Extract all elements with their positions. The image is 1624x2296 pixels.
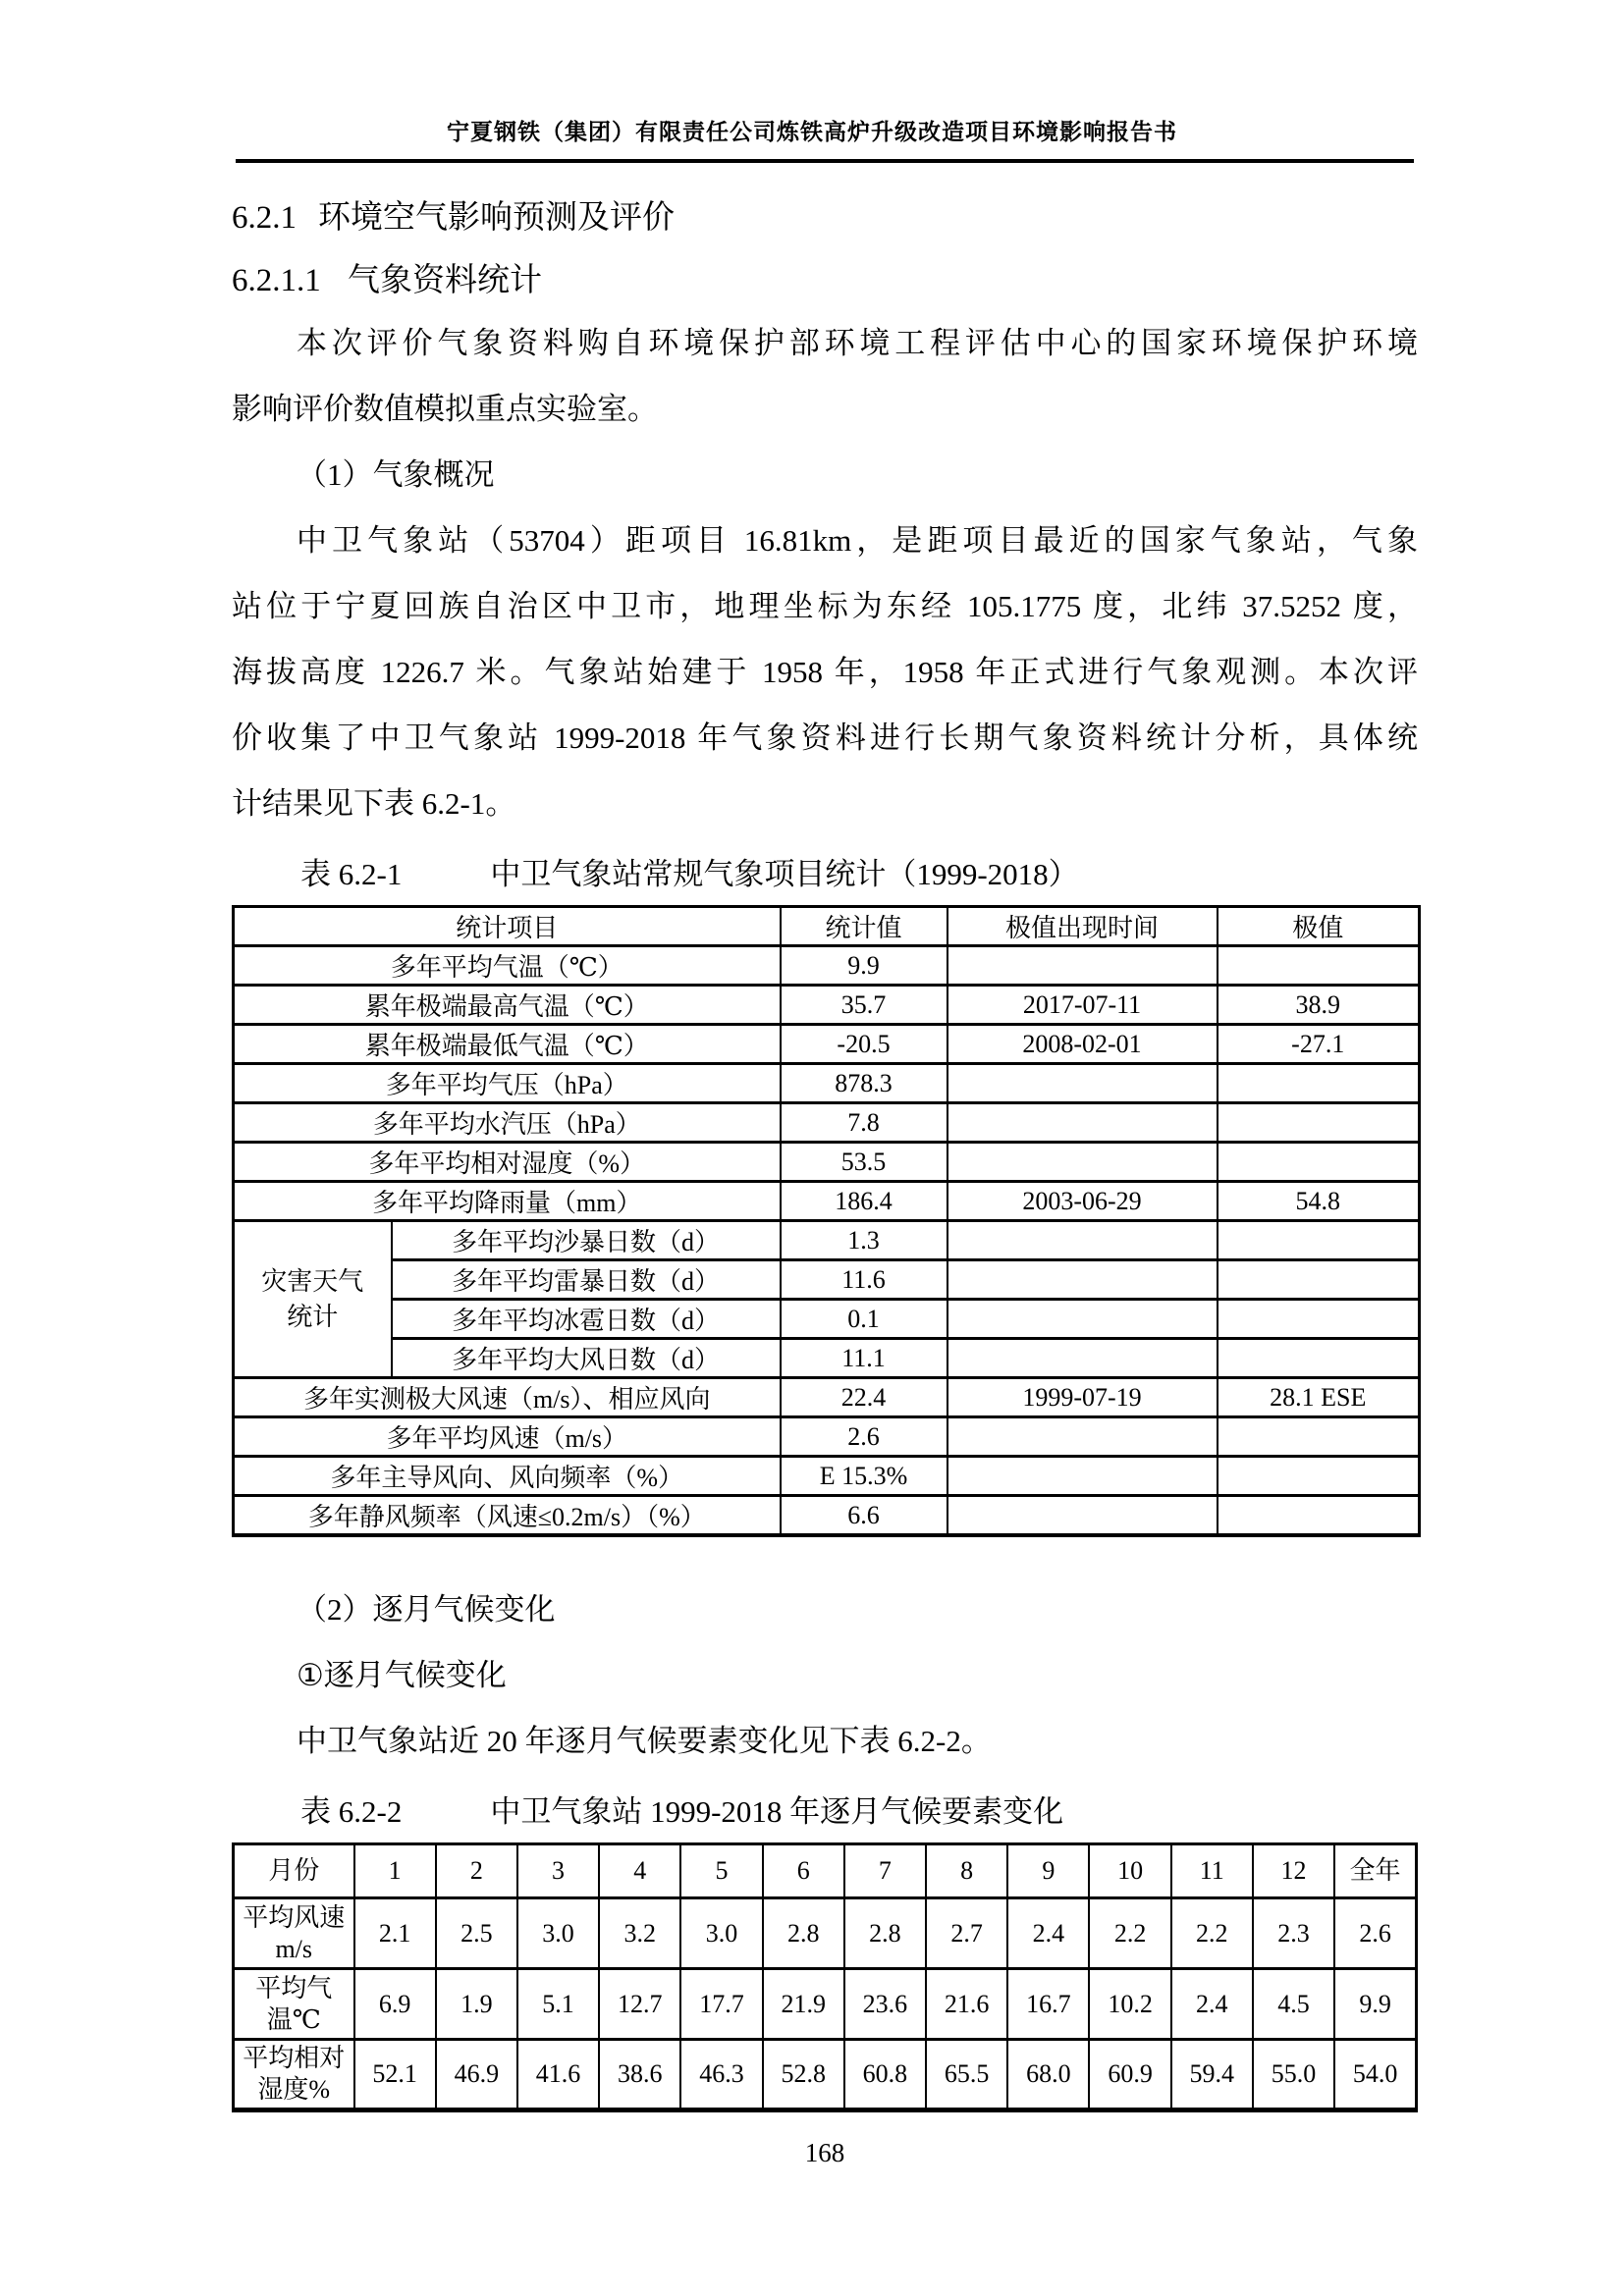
extreme-date-cell	[947, 1103, 1218, 1143]
extreme-value-cell	[1218, 1339, 1420, 1378]
stat-value-cell: 35.7	[781, 986, 947, 1025]
data-cell: 3.0	[680, 1898, 762, 1969]
list-item-1: （1）气象概况	[297, 457, 495, 492]
table2-caption	[232, 1774, 1418, 1842]
stat-item-cell: 多年平均气压（hPa）	[234, 1064, 781, 1103]
table-row	[234, 1260, 1420, 1300]
stat-item-cell: 多年平均降雨量（mm）	[234, 1182, 781, 1221]
list-item-2: （2）逐月气候变化	[297, 1592, 556, 1627]
stat-item-cell: 累年极端最低气温（℃）	[234, 1025, 781, 1064]
month-cell: 1	[354, 1844, 436, 1898]
table-row	[234, 1300, 1420, 1339]
extreme-value-cell	[1218, 946, 1420, 986]
data-cell: 46.3	[680, 2040, 762, 2110]
stat-value-cell: 2.6	[781, 1417, 947, 1457]
row-label-cell: 平均风速m/s	[234, 1898, 354, 1969]
extreme-value-cell	[1218, 1496, 1420, 1536]
extreme-date-cell	[947, 1221, 1218, 1260]
extreme-value-cell	[1218, 1260, 1420, 1300]
data-cell: 10.2	[1089, 1969, 1170, 2040]
stat-item-cell: 多年平均风速（m/s）	[234, 1417, 781, 1457]
stat-value-cell: 878.3	[781, 1064, 947, 1103]
monthly-climate-table	[232, 1842, 1418, 2112]
extreme-date-cell	[947, 1300, 1218, 1339]
data-cell: 2.8	[763, 1898, 844, 1969]
paragraph-line: 价收集了中卫气象站 1999-2018 年气象资料进行长期气象资料统计分析，具体统	[232, 721, 1418, 755]
data-cell: 46.9	[436, 2040, 517, 2110]
paragraph-line: 站位于宁夏回族自治区中卫市，地理坐标为东经 105.1775 度，北纬 37.5252 度，	[232, 589, 1418, 623]
paragraph-line: 中卫气象站近 20 年逐月气候要素变化见下表 6.2-2。	[297, 1724, 992, 1758]
paragraph-line: 海拔高度 1226.7 米。气象站始建于 1958 年，1958 年正式进行气象观测。本次评	[232, 655, 1418, 689]
data-cell: 9.9	[1334, 1969, 1416, 2040]
data-cell: 12.7	[599, 1969, 680, 2040]
stat-value-cell: 1.3	[781, 1221, 947, 1260]
extreme-date-cell: 2008-02-01	[947, 1025, 1218, 1064]
table-row	[234, 1143, 1420, 1182]
stat-item-cell: 多年平均气温（℃）	[234, 946, 781, 986]
table-row	[234, 1064, 1420, 1103]
month-cell: 9	[1007, 1844, 1089, 1898]
month-cell: 10	[1089, 1844, 1170, 1898]
data-cell: 21.6	[926, 1969, 1007, 2040]
stat-value-cell: 0.1	[781, 1300, 947, 1339]
section-number: 6.2.1	[232, 200, 297, 236]
section-heading-6211	[232, 259, 1418, 302]
data-cell: 2.4	[1007, 1898, 1089, 1969]
extreme-value-cell	[1218, 1457, 1420, 1496]
month-cell: 4	[599, 1844, 680, 1898]
stat-value-cell: 9.9	[781, 946, 947, 986]
extreme-value-cell	[1218, 1300, 1420, 1339]
extreme-date-cell	[947, 1260, 1218, 1300]
page-number: 168	[804, 2138, 845, 2167]
table-row-wind-speed	[234, 1898, 1417, 1969]
header-cell-value: 统计值	[781, 907, 947, 946]
table-header-row	[234, 1844, 1417, 1898]
extreme-value-cell	[1218, 1143, 1420, 1182]
table-row	[234, 1378, 1420, 1417]
extreme-date-cell: 2003-06-29	[947, 1182, 1218, 1221]
extreme-value-cell	[1218, 1103, 1420, 1143]
header-cell-date: 极值出现时间	[947, 907, 1218, 946]
data-cell: 55.0	[1253, 2040, 1334, 2110]
paragraph-line: 计结果见下表 6.2-1。	[232, 786, 516, 821]
data-cell: 5.1	[517, 1969, 599, 2040]
table1-caption	[232, 836, 1418, 905]
table-row	[234, 986, 1420, 1025]
data-cell: 6.9	[354, 1969, 436, 2040]
stat-value-cell: E 15.3%	[781, 1457, 947, 1496]
month-cell: 2	[436, 1844, 517, 1898]
stat-item-cell: 多年平均相对湿度（%）	[234, 1143, 781, 1182]
table-row	[234, 1496, 1420, 1536]
data-cell: 2.2	[1089, 1898, 1170, 1969]
group-label-cell	[234, 1221, 392, 1378]
extreme-date-cell	[947, 1064, 1218, 1103]
month-header-cell: 月份	[234, 1844, 354, 1898]
table1-caption-label: 表 6.2-1	[300, 856, 403, 891]
month-cell: 全年	[1334, 1844, 1416, 1898]
header-cell-item: 统计项目	[234, 907, 781, 946]
stat-value-cell: 22.4	[781, 1378, 947, 1417]
month-cell: 3	[517, 1844, 599, 1898]
data-cell: 60.8	[844, 2040, 926, 2110]
paragraph-line: 本次评价气象资料购自环境保护部环境工程评估中心的国家环境保护环境	[297, 326, 1418, 360]
table-row	[234, 1221, 1420, 1260]
table2-caption-title: 中卫气象站 1999-2018 年逐月气候要素变化	[490, 1793, 1064, 1829]
stat-item-cell: 累年极端最高气温（℃）	[234, 986, 781, 1025]
extreme-value-cell	[1218, 1417, 1420, 1457]
row-label-cell: 平均气温℃	[234, 1969, 354, 2040]
extreme-value-cell: 38.9	[1218, 986, 1420, 1025]
table-row	[234, 1457, 1420, 1496]
stat-item-cell: 多年主导风向、风向频率（%）	[234, 1457, 781, 1496]
data-cell: 2.6	[1334, 1898, 1416, 1969]
section-heading-621	[232, 196, 1418, 240]
extreme-date-cell	[947, 1417, 1218, 1457]
extreme-value-cell: 28.1 ESE	[1218, 1378, 1420, 1417]
data-cell: 41.6	[517, 2040, 599, 2110]
data-cell: 21.9	[763, 1969, 844, 2040]
section-title: 环境空气影响预测及评价	[318, 200, 675, 236]
data-cell: 52.8	[763, 2040, 844, 2110]
stat-item-cell: 多年平均大风日数（d）	[392, 1339, 781, 1378]
section-number: 6.2.1.1	[232, 263, 321, 298]
table-row	[234, 1339, 1420, 1378]
stat-value-cell: -20.5	[781, 1025, 947, 1064]
weather-statistics-table	[232, 905, 1421, 1537]
extreme-date-cell: 2017-07-11	[947, 986, 1218, 1025]
extreme-date-cell	[947, 1457, 1218, 1496]
extreme-value-cell: 54.8	[1218, 1182, 1420, 1221]
data-cell: 2.8	[844, 1898, 926, 1969]
data-cell: 59.4	[1171, 2040, 1253, 2110]
data-cell: 54.0	[1334, 2040, 1416, 2110]
table1-caption-title: 中卫气象站常规气象项目统计（1999-2018）	[490, 856, 1079, 891]
extreme-date-cell	[947, 1143, 1218, 1182]
data-cell: 4.5	[1253, 1969, 1334, 2040]
group-label-line2: 统计	[287, 1302, 339, 1331]
list-item-3: ①逐月气候变化	[297, 1658, 507, 1692]
stat-item-cell: 多年平均沙暴日数（d）	[392, 1221, 781, 1260]
table-row	[234, 946, 1420, 986]
extreme-date-cell	[947, 1339, 1218, 1378]
stat-value-cell: 53.5	[781, 1143, 947, 1182]
data-cell: 2.3	[1253, 1898, 1334, 1969]
paragraph-line: 中卫气象站（53704）距项目 16.81km，是距项目最近的国家气象站，气象	[297, 523, 1418, 558]
month-cell: 7	[844, 1844, 926, 1898]
extreme-value-cell: -27.1	[1218, 1025, 1420, 1064]
data-cell: 2.2	[1171, 1898, 1253, 1969]
data-cell: 23.6	[844, 1969, 926, 2040]
stat-value-cell: 11.6	[781, 1260, 947, 1300]
month-cell: 12	[1253, 1844, 1334, 1898]
month-cell: 6	[763, 1844, 844, 1898]
data-cell: 52.1	[354, 2040, 436, 2110]
stat-value-cell: 6.6	[781, 1496, 947, 1536]
table-header-row	[234, 907, 1420, 946]
spacer	[232, 1537, 1418, 1576]
data-cell: 38.6	[599, 2040, 680, 2110]
table-row	[234, 1103, 1420, 1143]
stat-value-cell: 11.1	[781, 1339, 947, 1378]
header-divider-rule	[236, 159, 1414, 163]
table-row	[234, 1025, 1420, 1064]
extreme-date-cell	[947, 1496, 1218, 1536]
report-header-title: 宁夏钢铁（集团）有限责任公司炼铁高炉升级改造项目环境影响报告书	[447, 120, 1177, 144]
data-cell: 16.7	[1007, 1969, 1089, 2040]
data-cell: 65.5	[926, 2040, 1007, 2110]
data-cell: 2.7	[926, 1898, 1007, 1969]
header-cell-extreme: 极值	[1218, 907, 1420, 946]
data-cell: 3.0	[517, 1898, 599, 1969]
data-cell: 60.9	[1089, 2040, 1170, 2110]
data-cell: 68.0	[1007, 2040, 1089, 2110]
table-row	[234, 1417, 1420, 1457]
table-row-temperature	[234, 1969, 1417, 2040]
data-cell: 17.7	[680, 1969, 762, 2040]
month-cell: 8	[926, 1844, 1007, 1898]
data-cell: 1.9	[436, 1969, 517, 2040]
data-cell: 2.4	[1171, 1969, 1253, 2040]
stat-item-cell: 多年平均雷暴日数（d）	[392, 1260, 781, 1300]
table-row	[234, 1182, 1420, 1221]
extreme-date-cell: 1999-07-19	[947, 1378, 1218, 1417]
table2-caption-label: 表 6.2-2	[300, 1793, 403, 1829]
extreme-value-cell	[1218, 1221, 1420, 1260]
stat-item-cell: 多年平均冰雹日数（d）	[392, 1300, 781, 1339]
stat-item-cell: 多年静风频率（风速≤0.2m/s）（%）	[234, 1496, 781, 1536]
data-cell: 2.1	[354, 1898, 436, 1969]
month-cell: 11	[1171, 1844, 1253, 1898]
extreme-date-cell	[947, 946, 1218, 986]
stat-item-cell: 多年实测极大风速（m/s）、相应风向	[234, 1378, 781, 1417]
row-label-cell: 平均相对湿度%	[234, 2040, 354, 2110]
extreme-value-cell	[1218, 1064, 1420, 1103]
paragraph-line: 影响评价数值模拟重点实验室。	[232, 392, 658, 426]
stat-item-cell: 多年平均水汽压（hPa）	[234, 1103, 781, 1143]
data-cell: 3.2	[599, 1898, 680, 1969]
stat-value-cell: 186.4	[781, 1182, 947, 1221]
page-content	[232, 196, 1418, 2169]
table-row-humidity	[234, 2040, 1417, 2110]
data-cell: 2.5	[436, 1898, 517, 1969]
group-label-line1: 灾害天气	[261, 1266, 364, 1296]
stat-value-cell: 7.8	[781, 1103, 947, 1143]
section-title: 气象资料统计	[348, 263, 542, 298]
month-cell: 5	[680, 1844, 762, 1898]
